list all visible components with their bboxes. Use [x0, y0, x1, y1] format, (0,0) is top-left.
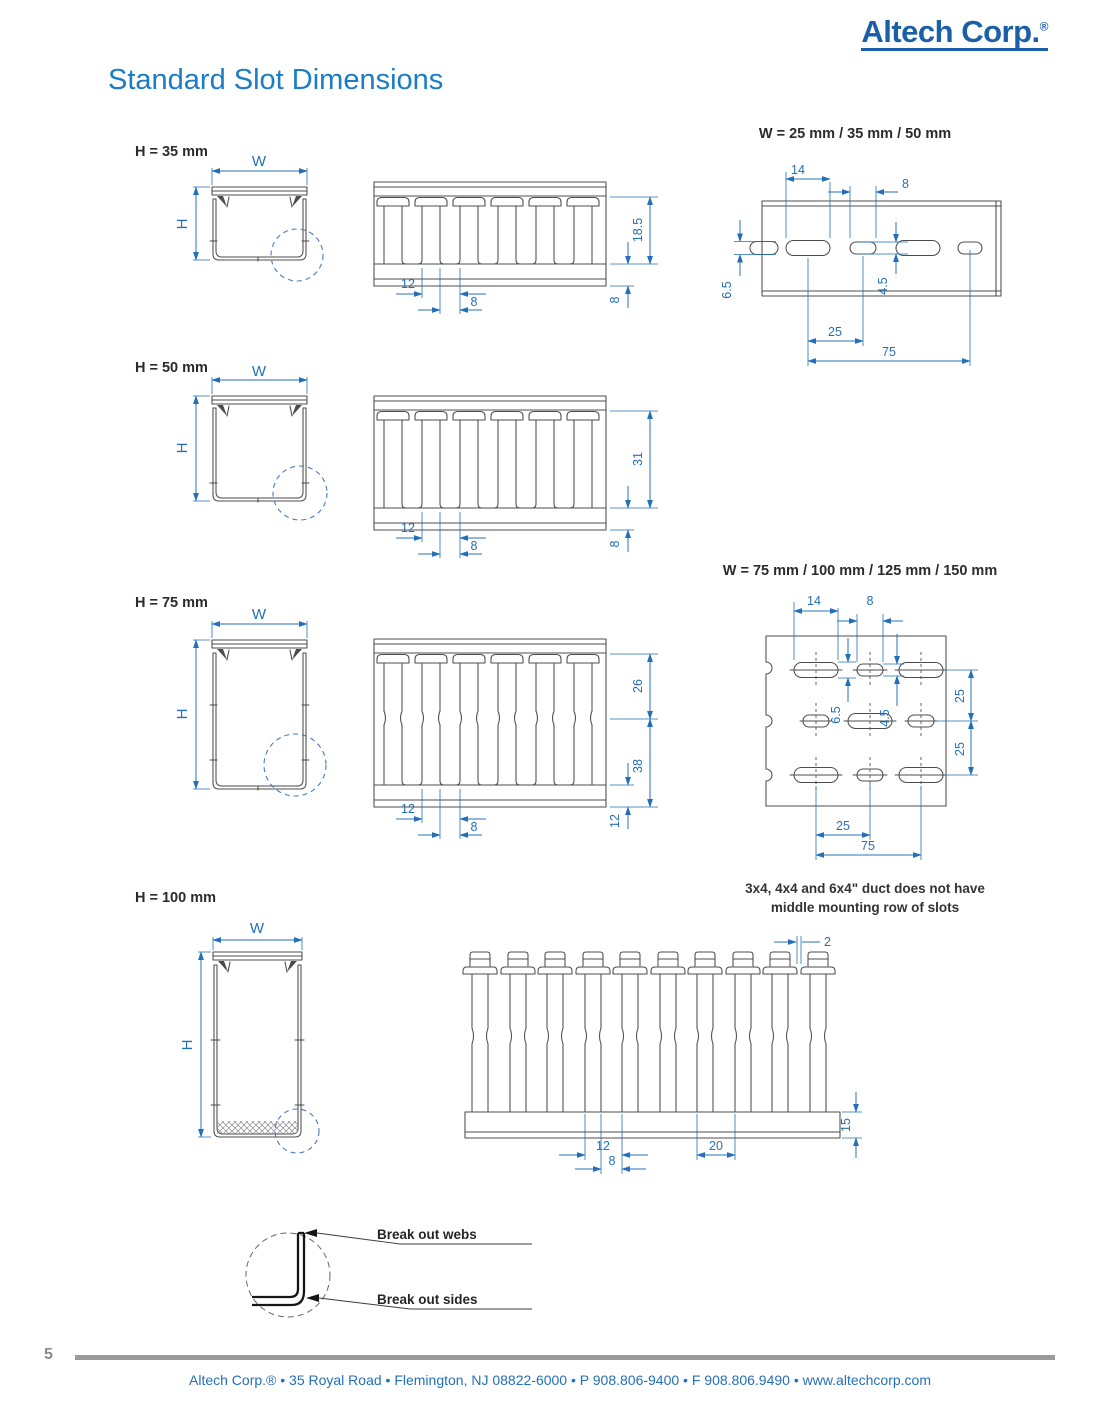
duct-side-profile-h50-drawing — [362, 390, 667, 570]
section-label-h50: H = 50 mm — [135, 360, 208, 376]
slot-width-dim: 8 — [470, 539, 478, 553]
base-height-dim: 12 — [608, 814, 622, 828]
duct-cross-section-h75-drawing — [165, 600, 340, 825]
mounting-rail-small-drawing — [700, 148, 1010, 378]
small-slot-height-dim: 4.5 — [878, 709, 892, 727]
page-title: Standard Slot Dimensions — [108, 64, 444, 96]
detail-callout-circle — [273, 466, 327, 520]
wide-pitch-dim: 20 — [709, 1139, 723, 1153]
duct-cross-section-h50-drawing — [165, 364, 340, 534]
section-label-h100: H = 100 mm — [135, 890, 217, 906]
plate-note-line1: 3x4, 4x4 and 6x4" duct does not have — [745, 881, 985, 896]
width-dim-label: W — [251, 153, 267, 170]
height-dim-label: H — [174, 442, 191, 454]
slot-width-dim: 8 — [470, 295, 478, 309]
slot-width-dim: 8 — [608, 1154, 616, 1168]
detail-callout-circle — [264, 734, 326, 796]
small-slot-length-dim: 8 — [902, 177, 909, 191]
duct-side-profile-h100-drawing — [452, 922, 877, 1182]
width-dim-label: W — [251, 606, 267, 623]
breakout-webs-label: Break out webs — [377, 1227, 477, 1242]
small-slot-length-dim: 8 — [866, 594, 874, 608]
row-pitch-2-dim: 25 — [953, 742, 967, 756]
logo-text: Altech Corp. — [861, 14, 1040, 49]
breakout-detail-drawing — [240, 1213, 540, 1328]
break-side-arrow-icon — [306, 1294, 319, 1302]
company-logo — [861, 16, 1048, 51]
slot-length-dim: 14 — [791, 163, 805, 177]
page-number: 5 — [44, 1346, 53, 1363]
slot-height-dim: 6.5 — [720, 281, 734, 299]
duct-side-profile-h35-drawing — [362, 176, 667, 326]
detail-callout-circle — [271, 229, 323, 281]
mounting-plate-large-drawing — [738, 588, 988, 878]
duct-cross-section-h100-drawing — [178, 915, 358, 1170]
slot-width-dim: 8 — [470, 820, 478, 834]
slot-height-dim: 6.5 — [829, 706, 843, 724]
col-pitch-dim: 25 — [836, 819, 850, 833]
slot-depth-dim: 18.5 — [631, 217, 645, 243]
row-span-dim: 75 — [882, 345, 896, 359]
web-gap-dim: 2 — [824, 935, 831, 949]
section-label-h35: H = 35 mm — [135, 144, 208, 160]
footer-contact: Altech Corp.® • 35 Royal Road • Flemington, NJ 08822-6000 • P 908.806-9400 • F 908.806.9490 • www.altechcorp.com — [189, 1372, 931, 1388]
height-dim-label: H — [174, 708, 191, 720]
slot-depth-dim: 31 — [631, 452, 645, 466]
center-pitch-dim: 25 — [828, 325, 842, 339]
slot-length-dim: 14 — [807, 594, 821, 608]
pitch-dim: 12 — [596, 1139, 610, 1153]
plate-note — [730, 880, 1000, 918]
col-span-dim: 75 — [861, 839, 875, 853]
pitch-dim: 12 — [401, 277, 415, 291]
section-label-h75: H = 75 mm — [135, 595, 208, 611]
figure-title-rail-small: W = 25 mm / 35 mm / 50 mm — [758, 126, 952, 142]
pitch-dim: 12 — [401, 802, 415, 816]
small-slot-height-dim: 4.5 — [876, 277, 890, 295]
plate-note-line2: middle mounting row of slots — [770, 899, 960, 915]
pitch-dim: 12 — [401, 521, 415, 535]
break-web-arrow-icon — [304, 1229, 317, 1237]
duct-side-profile-h75-drawing — [362, 633, 667, 868]
registered-mark-icon: ® — [1039, 19, 1048, 34]
base-height-dim: 8 — [608, 296, 622, 304]
breakout-sides-label: Break out sides — [377, 1292, 478, 1307]
height-dim-label: H — [174, 218, 191, 230]
upper-depth-dim: 26 — [631, 679, 645, 693]
height-dim-label: H — [179, 1039, 196, 1051]
figure-title-plate-large: W = 75 mm / 100 mm / 125 mm / 150 mm — [722, 563, 998, 579]
lower-depth-dim: 38 — [631, 759, 645, 773]
width-dim-label: W — [249, 920, 265, 937]
base-height-dim: 15 — [839, 1118, 853, 1132]
width-dim-label: W — [251, 364, 267, 380]
row-pitch-1-dim: 25 — [953, 689, 967, 703]
footer-divider — [75, 1355, 1055, 1360]
duct-cross-section-h35-drawing — [165, 148, 340, 323]
base-height-dim: 8 — [608, 540, 622, 548]
